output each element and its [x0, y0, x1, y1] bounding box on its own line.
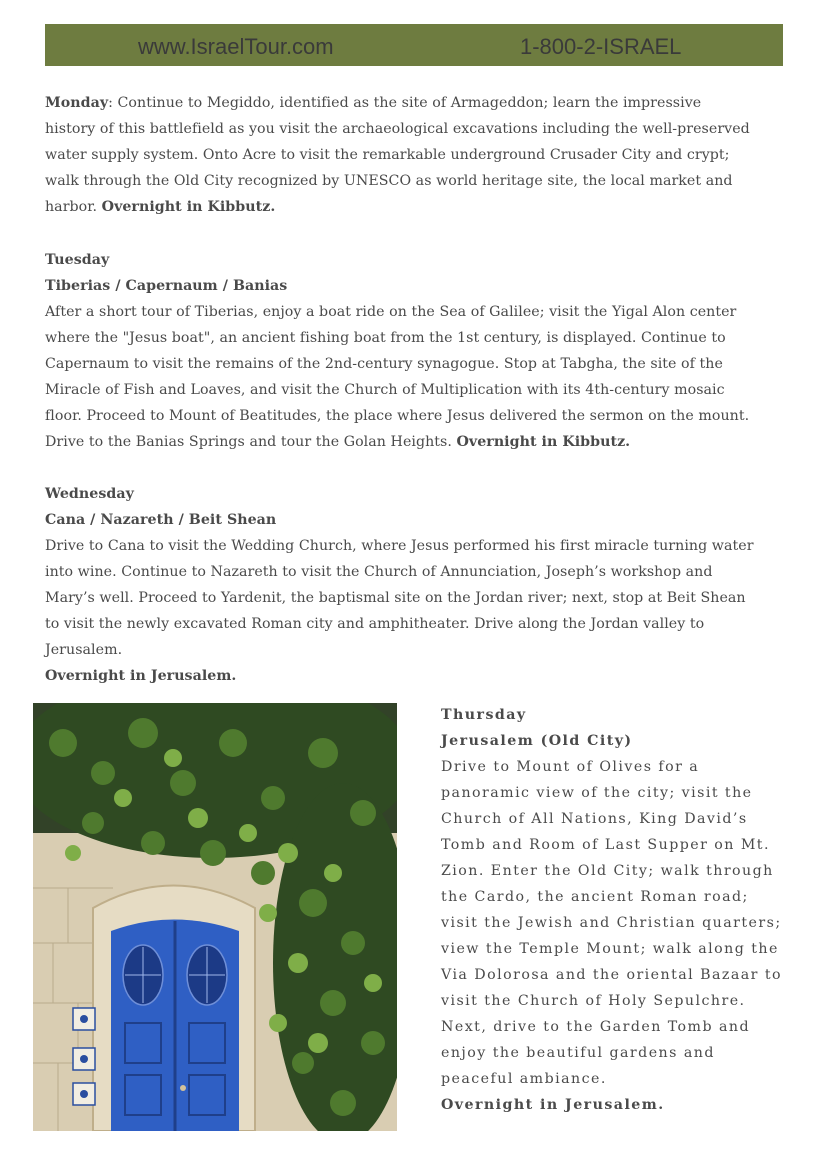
- wednesday-day: Wednesday: [45, 486, 134, 502]
- monday-paragraph: [45, 90, 755, 220]
- blue-door-photo: [33, 703, 397, 1131]
- thursday-section: [441, 702, 787, 1118]
- tuesday-paragraph: [45, 299, 755, 455]
- wednesday-text: Drive to Cana to visit the Wedding Church, where Jesus performed his first miracle turning water into wine. Continue to Nazareth to visit the Church of Annunciation, Joseph’s workshop and Mary’s well. Proceed to Yardenit, the baptismal site on the Jordan river; next, stop at Beit Shean to visit the newly excavated Roman city and amphitheater. Drive along the Jordan valley to Jerusalem.: [45, 538, 754, 658]
- thursday-text: Drive to Mount of Olives for a panoramic view of the city; visit the Church of All Nations, King David’s Tomb and Room of Last Supper on Mt. Zion. Enter the Old City; walk through the Cardo, the ancient Roman road; visit the Jewish and Christian quarters; view the Temple Mount; walk along the Via Dolorosa and the oriental Bazaar to visit the Church of Holy Sepulchre. Next, drive to the Garden Tomb and enjoy the beautiful gardens and peaceful ambiance.: [441, 759, 782, 1087]
- wednesday-overnight: Overnight in Jerusalem.: [45, 668, 237, 684]
- monday-day: Monday: [45, 95, 109, 111]
- thursday-overnight: Overnight in Jerusalem.: [441, 1097, 665, 1113]
- monday-text: : Continue to Megiddo, identified as the site of Armageddon; learn the impressive history of this battlefield as you visit the archaeological excavations including the well-preserved water supply system. Onto Acre to visit the remarkable underground Crusader City and crypt; walk through the Old City recognized by UNESCO as world heritage site, the local market and harbor.: [45, 95, 750, 215]
- wednesday-section: [45, 481, 755, 689]
- monday-section: [45, 90, 755, 220]
- tuesday-section: [45, 247, 755, 455]
- wednesday-route: Cana / Nazareth / Beit Shean: [45, 512, 277, 528]
- tuesday-day: Tuesday: [45, 252, 110, 268]
- phone-number: 1-800-2-ISRAEL: [520, 34, 682, 59]
- tuesday-route: Tiberias / Capernaum / Banias: [45, 278, 288, 294]
- tuesday-text: After a short tour of Tiberias, enjoy a boat ride on the Sea of Galilee; visit the Yigal Alon center where the "Jesus boat", an ancient fishing boat from the 1st century, is displayed. Continue to Capernaum to visit the remains of the 2nd-century synagogue. Stop at Tabgha, the site of the Miracle of Fish and Loaves, and visit the Church of Multiplication with its 4th-century mosaic floor. Proceed to Mount of Beatitudes, the place where Jesus delivered the sermon on the mount. Drive to the Banias Springs and tour the Golan Heights.: [45, 304, 750, 450]
- website-link[interactable]: www.IsraelTour.com: [138, 34, 334, 59]
- thursday-day: Thursday: [441, 707, 527, 723]
- tuesday-overnight: Overnight in Kibbutz.: [456, 434, 631, 450]
- thursday-route: Jerusalem (Old City): [441, 733, 633, 749]
- header-banner: [45, 24, 783, 66]
- monday-overnight: Overnight in Kibbutz.: [101, 199, 276, 215]
